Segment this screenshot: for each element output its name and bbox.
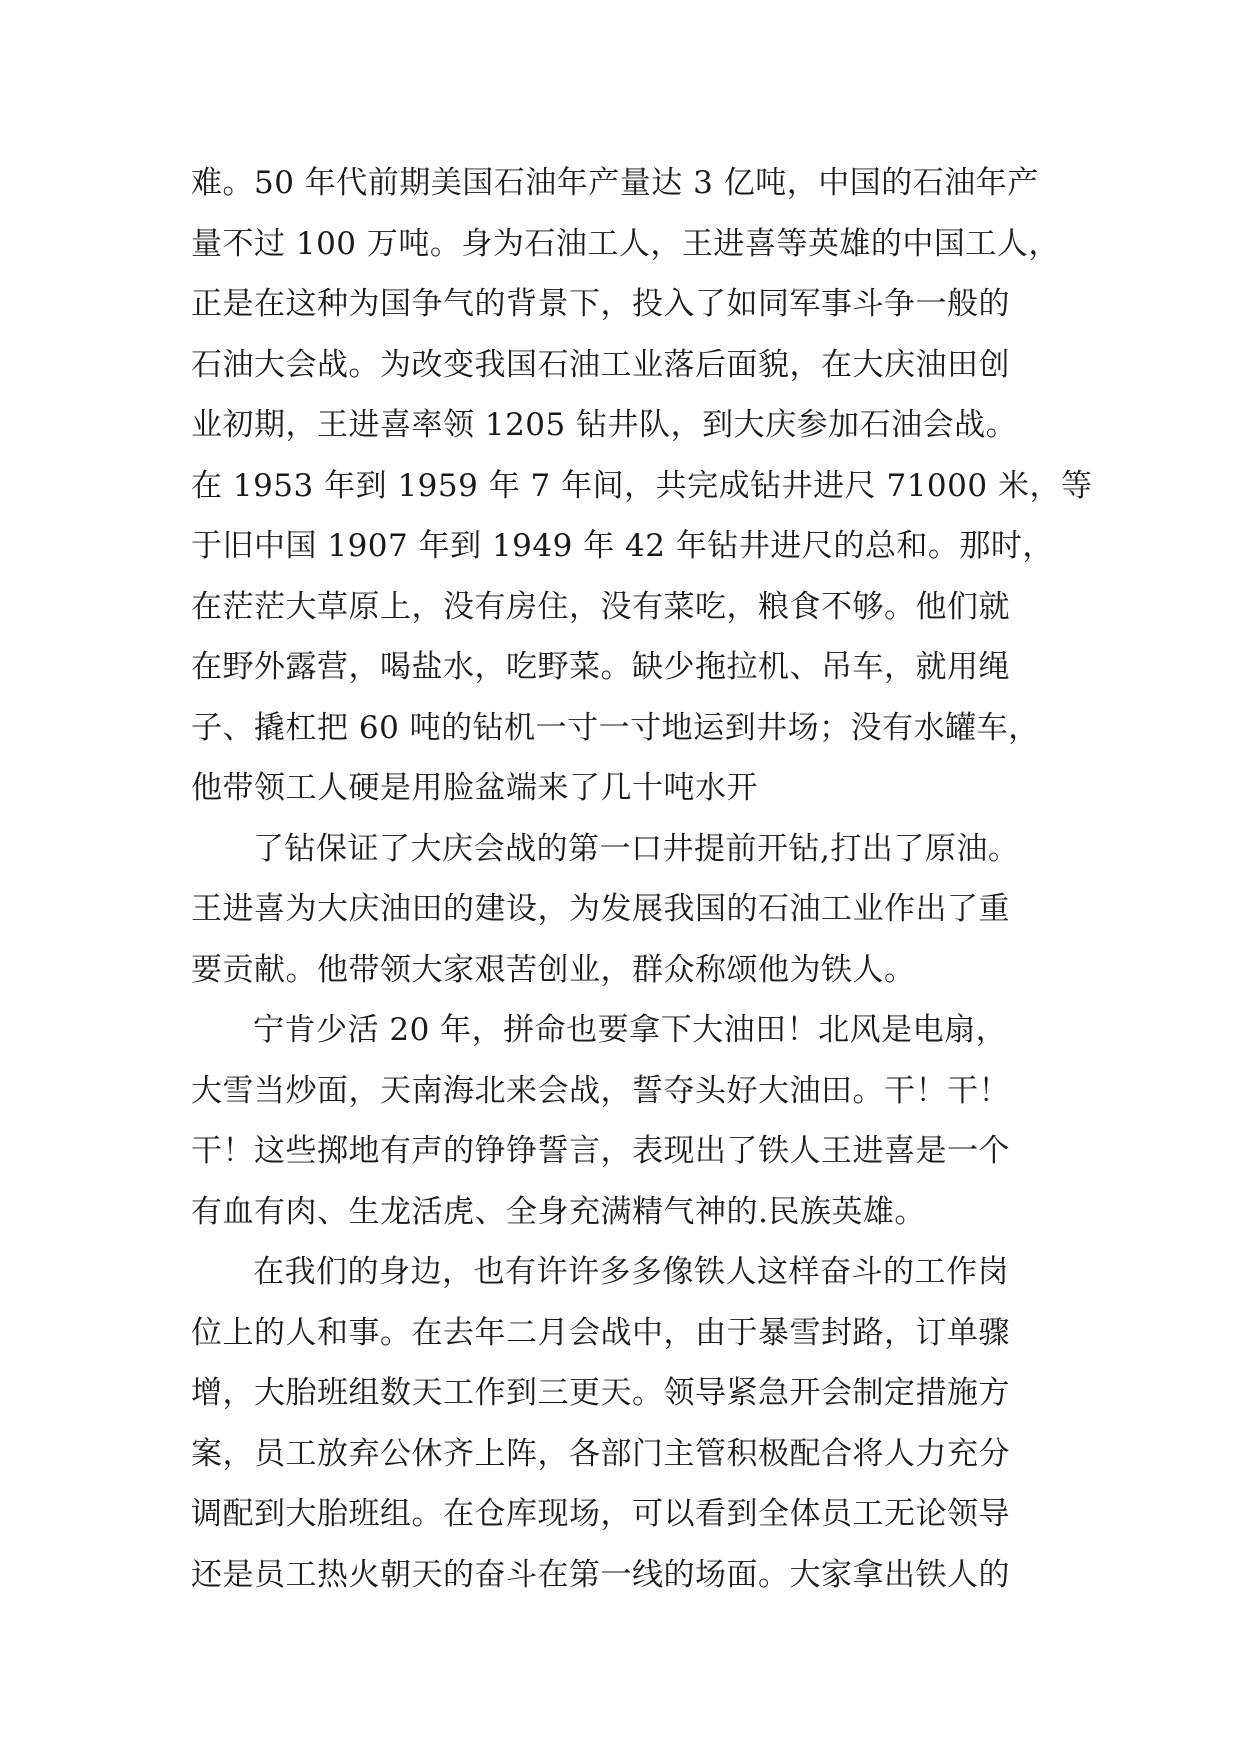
text-line: 在茫茫大草原上，没有房住，没有菜吃，粮食不够。他们就 xyxy=(191,588,1010,625)
text-line: 子、撬杠把 60 吨的钻机一寸一寸地运到井场；没有水罐车， xyxy=(191,709,1040,746)
text-line: 于旧中国 1907 年到 1949 年 42 年钻井进尺的总和。那时， xyxy=(191,528,1054,564)
document-body xyxy=(191,153,1093,1605)
text-line: 了钻保证了大庆会战的第一口井提前开钻,打出了原油。 xyxy=(253,830,1020,867)
text-line: 位上的人和事。在去年二月会战中，由于暴雪封路，订单骤 xyxy=(191,1314,1010,1351)
paragraph-2 xyxy=(191,819,1071,1001)
text-line: 正是在这种为国争气的背景下，投入了如同军事斗争一般的 xyxy=(191,286,1010,322)
text-line: 难。50 年代前期美国石油年产量达 3 亿吨，中国的石油年产 xyxy=(191,165,1039,201)
text-line: 王进喜为大庆油田的建设，为发展我国的石油工业作出了重 xyxy=(191,891,1010,927)
text-line: 增，大胎班组数天工作到三更天。领导紧急开会制定措施方 xyxy=(191,1375,1010,1411)
text-line: 他带领工人硬是用脸盆端来了几十吨水开 xyxy=(191,770,758,806)
text-line: 量不过 100 万吨。身为石油工人，王进喜等英雄的中国工人， xyxy=(191,225,1060,262)
text-line: 还是员工热火朝天的奋斗在第一线的场面。大家拿出铁人的 xyxy=(191,1556,1010,1593)
paragraph-4 xyxy=(191,1242,1071,1605)
text-line: 宁肯少活 20 年，拼命也要拿下大油田！北风是电扇， xyxy=(253,1012,1008,1048)
text-line: 调配到大胎班组。在仓库现场，可以看到全体员工无论领导 xyxy=(191,1496,1010,1532)
text-line: 有血有肉、生龙活虎、全身充满精气神的.民族英雄。 xyxy=(191,1193,926,1230)
text-line: 石油大会战。为改变我国石油工业落后面貌，在大庆油田创 xyxy=(191,346,1010,383)
text-line: 案，员工放弃公休齐上阵，各部门主管积极配合将人力充分 xyxy=(191,1435,1010,1472)
text-line: 业初期，王进喜率领 1205 钻井队，到大庆参加石油会战。 xyxy=(191,407,1018,443)
text-line: 在我们的身边，也有许许多多像铁人这样奋斗的工作岗 xyxy=(253,1254,1009,1290)
text-line: 要贡献。他带领大家艰苦创业，群众称颂他为铁人。 xyxy=(191,951,916,988)
paragraph-1 xyxy=(191,153,1093,819)
text-line: 大雪当炒面，天南海北来会战，誓夺头好大油田。干！干！ xyxy=(191,1072,1010,1109)
text-line: 干！这些掷地有声的铮铮誓言，表现出了铁人王进喜是一个 xyxy=(191,1133,1010,1169)
text-line: 在 1953 年到 1959 年 7 年间，共完成钻井进尺 71000 米，等 xyxy=(191,467,1093,504)
text-line: 在野外露营，喝盐水，吃野菜。缺少拖拉机、吊车，就用绳 xyxy=(191,649,1010,685)
paragraph-3 xyxy=(191,1000,1071,1242)
